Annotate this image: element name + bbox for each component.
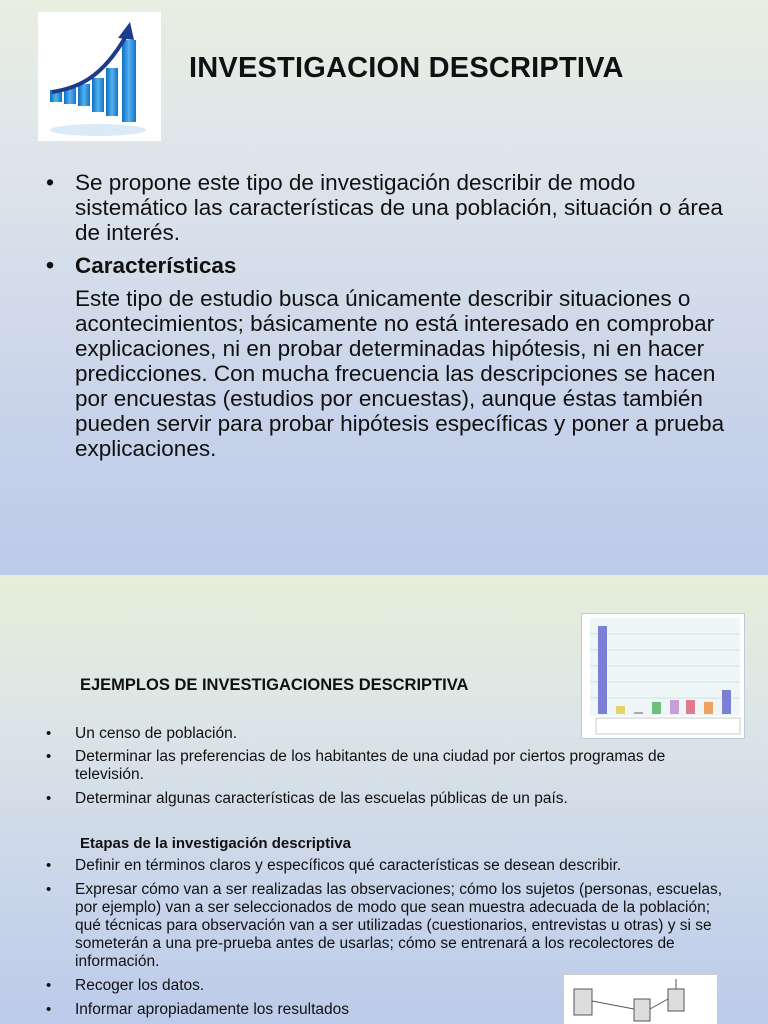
stage-item: Definir en términos claros y específicos qué características se desean describir. <box>75 857 622 874</box>
bullet-marker: • <box>46 790 52 807</box>
bullet-marker: • <box>46 881 52 898</box>
characteristics-paragraph: Este tipo de estudio busca únicamente describir situaciones o acontecimientos; básicamente no está interesado en comprobar explicaciones, ni en probar determinadas hipótesis, ni en hacer predicciones. Con mucha frecuencia las descripciones se hacen por encuestas (estudios por encuestas), aunque éstas también pueden servir para probar hipótesis específicas y poner a prueba explicaciones. <box>75 286 725 461</box>
bullet-marker: • <box>46 1001 52 1018</box>
stage-item: Recoger los datos. <box>75 977 205 994</box>
process-diagram-image <box>563 974 718 1024</box>
bullet-marker: • <box>46 252 55 278</box>
examples-heading: EJEMPLOS DE INVESTIGACIONES DESCRIPTIVA <box>80 676 469 694</box>
example-item: Determinar las preferencias de los habitantes de una ciudad por ciertos programas de televisión. <box>75 748 666 783</box>
bullet-marker: • <box>46 748 52 765</box>
bullet-marker: • <box>46 857 52 874</box>
example-item: Determinar algunas características de las escuelas públicas de un país. <box>75 790 568 807</box>
growth-chart-arrow-icon <box>38 12 161 141</box>
bar-chart-image <box>581 613 745 739</box>
slide-2 <box>0 575 768 1024</box>
example-item: Un censo de población. <box>75 725 238 742</box>
bullet-marker: • <box>46 169 55 195</box>
bullet-marker: • <box>46 725 52 742</box>
bullet-marker: • <box>46 977 52 994</box>
stage-item: Informar apropiadamente los resultados <box>75 1001 349 1018</box>
stages-heading: Etapas de la investigación descriptiva <box>80 835 351 852</box>
stage-item: Expresar cómo van a ser realizadas las observaciones; cómo los sujetos (personas, escuelas, por ejemplo) van a ser seleccionados de modo que sean muestra adecuada de la población; qué técnicas para observación van a ser utilizadas (cuestionarios, entrevistas u otras) y si se someterán a una pre-prueba antes de usarlas; cómo se entrenará a los recolectores de información. <box>75 881 723 970</box>
intro-bullet-text: Se propone este tipo de investigación describir de modo sistemático las características de una población, situación o área de interés. <box>75 170 723 245</box>
characteristics-heading: Características <box>75 253 237 278</box>
slide-title: INVESTIGACION DESCRIPTIVA <box>189 52 624 84</box>
